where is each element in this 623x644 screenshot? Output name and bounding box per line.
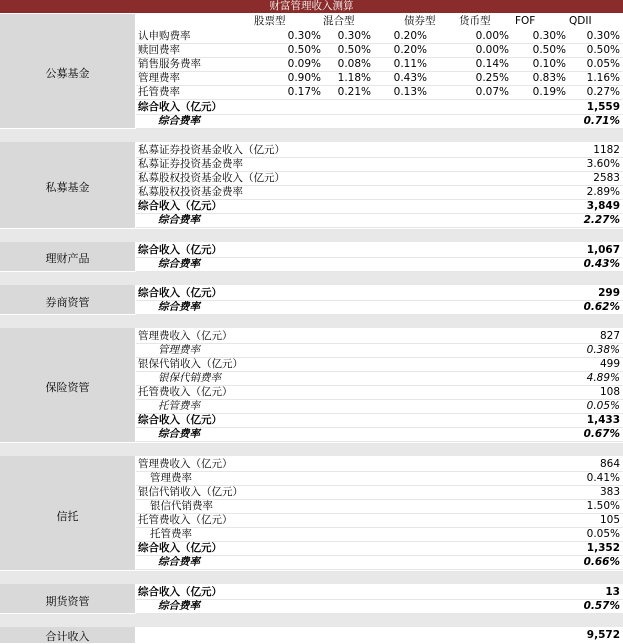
section-gap — [0, 443, 623, 456]
col-header-bond: 债券型 — [404, 15, 436, 27]
insurance-row-custody-rate: 托管费率 0.05% — [136, 399, 623, 414]
col-header-stock: 股票型 — [254, 15, 286, 27]
col-header-qdii: QDII — [569, 15, 592, 27]
futures-label: 期货资管 — [45, 595, 90, 608]
col-header-fof: FOF — [515, 15, 536, 27]
public-row-custody: 托管费率 0.17% 0.21% 0.13% 0.07% 0.19% 0.27% — [136, 85, 623, 100]
broker-income-row: 综合收入（亿元） 299 — [136, 286, 623, 301]
section-gap — [0, 614, 623, 627]
trust-row-mgmt-rate: 管理费率 0.41% — [136, 471, 623, 486]
trust-row-custody-income: 托管费收入（亿元） 105 — [136, 513, 623, 528]
public-income-row: 综合收入（亿元） 1,559 — [136, 100, 623, 115]
section-gap — [0, 129, 623, 142]
insurance-row-sales-income: 银保代销收入（亿元） 499 — [136, 357, 623, 372]
private-row-eq-income: 私募股权投资基金收入（亿元） 2583 — [136, 171, 623, 186]
insurance-rate-row: 综合费率 0.67% — [136, 427, 623, 442]
wealth-rate-row: 综合费率 0.43% — [136, 257, 623, 272]
col-header-money: 货币型 — [459, 15, 491, 27]
broker-label: 券商资管 — [45, 296, 90, 309]
broker-rate-row: 综合费率 0.62% — [136, 300, 623, 315]
futures-rate-row: 综合费率 0.57% — [136, 599, 623, 614]
section-gap — [0, 272, 623, 285]
section-gap — [0, 571, 623, 584]
public-row-subscribe: 认申购费率 0.30% 0.30% 0.20% 0.00% 0.30% 0.30% — [136, 29, 623, 44]
section-gap — [0, 229, 623, 242]
private-income-row: 综合收入（亿元） 3,849 — [136, 199, 623, 214]
public-row-mgmt: 管理费率 0.90% 1.18% 0.43% 0.25% 0.83% 1.16% — [136, 71, 623, 86]
public-row-redeem: 赎回费率 0.50% 0.50% 0.20% 0.00% 0.50% 0.50% — [136, 43, 623, 58]
col-header-mixed: 混合型 — [323, 15, 355, 27]
private-row-sec-income: 私募证券投资基金收入（亿元） 1182 — [136, 143, 623, 158]
trust-row-sales-income: 银信代销收入（亿元） 383 — [136, 485, 623, 500]
private-row-sec-rate: 私募证券投资基金费率 3.60% — [136, 157, 623, 172]
insurance-row-sales-rate: 银保代销费率 4.89% — [136, 371, 623, 386]
wealth-income-row: 综合收入（亿元） 1,067 — [136, 243, 623, 258]
trust-row-sales-rate: 银信代销费率 1.50% — [136, 499, 623, 514]
trust-income-row: 综合收入（亿元） 1,352 — [136, 541, 623, 556]
insurance-row-custody-income: 托管费收入（亿元） 108 — [136, 385, 623, 400]
private-row-eq-rate: 私募股权投资基金费率 2.89% — [136, 185, 623, 200]
total-label: 合计收入 — [45, 630, 90, 643]
futures-income-row: 综合收入（亿元） 13 — [136, 585, 623, 600]
trust-label: 信托 — [56, 510, 79, 523]
insurance-income-row: 综合收入（亿元） 1,433 — [136, 413, 623, 428]
insurance-label: 保险资管 — [45, 381, 90, 394]
trust-row-mgmt-income: 管理费收入（亿元） 864 — [136, 457, 623, 472]
public-row-sales: 销售服务费率 0.09% 0.08% 0.11% 0.14% 0.10% 0.05% — [136, 57, 623, 72]
trust-row-custody-rate: 托管费率 0.05% — [136, 527, 623, 542]
wealth-label: 理财产品 — [45, 252, 90, 265]
total-row: 9,572 — [586, 629, 620, 641]
private-fund-label: 私募基金 — [45, 181, 90, 194]
trust-rate-row: 综合费率 0.66% — [136, 555, 623, 570]
private-rate-row: 综合费率 2.27% — [136, 213, 623, 228]
public-rate-row: 综合费率 0.71% — [136, 114, 623, 129]
insurance-row-mgmt-income: 管理费收入（亿元） 827 — [136, 329, 623, 344]
insurance-row-mgmt-rate: 管理费率 0.38% — [136, 343, 623, 358]
section-gap — [0, 315, 623, 328]
sheet-title: 财富管理收入测算 — [0, 0, 623, 13]
public-fund-label: 公募基金 — [45, 67, 90, 80]
